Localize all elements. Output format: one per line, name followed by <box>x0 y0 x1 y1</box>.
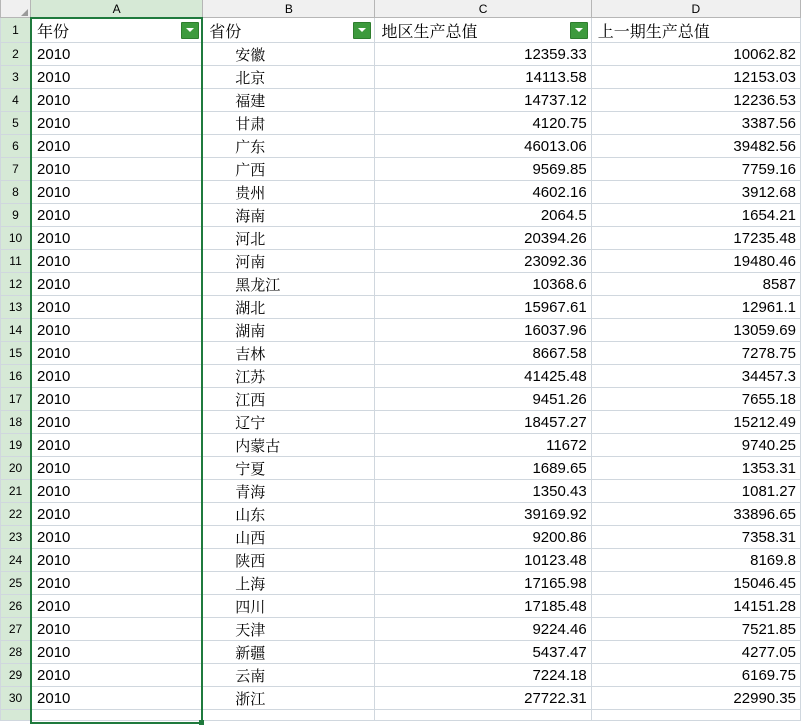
cell-prev-gdp[interactable]: 7278.75 <box>591 342 800 365</box>
cell-gdp[interactable]: 12359.33 <box>375 43 591 66</box>
cell-gdp[interactable]: 8667.58 <box>375 342 591 365</box>
table-row[interactable] <box>1 112 801 135</box>
table-row[interactable] <box>1 618 801 641</box>
row-header-12[interactable]: 12 <box>1 273 31 296</box>
cell-gdp[interactable]: 4120.75 <box>375 112 591 135</box>
cell-province[interactable]: 陕西 <box>203 549 375 572</box>
cell-prev-gdp[interactable]: 8169.8 <box>591 549 800 572</box>
cell-province[interactable]: 辽宁 <box>203 411 375 434</box>
cell-gdp[interactable]: 5437.47 <box>375 641 591 664</box>
cell-gdp[interactable]: 10368.6 <box>375 273 591 296</box>
table-row[interactable] <box>1 641 801 664</box>
row-header-15[interactable]: 15 <box>1 342 31 365</box>
cell-prev-gdp[interactable]: 12961.1 <box>591 296 800 319</box>
column-header-c[interactable]: C <box>375 0 591 18</box>
row-header-19[interactable]: 19 <box>1 434 31 457</box>
cell-year[interactable]: 2010 <box>31 388 203 411</box>
cell-year[interactable]: 2010 <box>31 549 203 572</box>
header-label-prev-gdp: 上一期生产总值 <box>597 23 710 41</box>
cell-year[interactable] <box>31 710 203 721</box>
cell-gdp[interactable]: 4602.16 <box>375 181 591 204</box>
row-header-23[interactable]: 23 <box>1 526 31 549</box>
cell-gdp[interactable]: 9200.86 <box>375 526 591 549</box>
row-header-24[interactable]: 24 <box>1 549 31 572</box>
table-row[interactable] <box>1 503 801 526</box>
cell-prev-gdp[interactable]: 7521.85 <box>591 618 800 641</box>
cell-province[interactable]: 安徽 <box>203 43 375 66</box>
cell-prev-gdp[interactable]: 12153.03 <box>591 66 800 89</box>
cell-year[interactable]: 2010 <box>31 342 203 365</box>
table-row[interactable] <box>1 319 801 342</box>
cell-province[interactable]: 内蒙古 <box>203 434 375 457</box>
table-row[interactable] <box>1 227 801 250</box>
cell-prev-gdp[interactable]: 10062.82 <box>591 43 800 66</box>
header-label-province: 省份 <box>209 23 242 41</box>
cell-year[interactable]: 2010 <box>31 572 203 595</box>
cell-year[interactable]: 2010 <box>31 250 203 273</box>
row-header-11[interactable]: 11 <box>1 250 31 273</box>
cell-province[interactable]: 海南 <box>203 204 375 227</box>
cell-prev-gdp[interactable]: 22990.35 <box>591 687 800 710</box>
cell-province[interactable]: 宁夏 <box>203 457 375 480</box>
cell-year[interactable]: 2010 <box>31 296 203 319</box>
table-row[interactable] <box>1 43 801 66</box>
row-header-22[interactable]: 22 <box>1 503 31 526</box>
cell-year[interactable]: 2010 <box>31 480 203 503</box>
cell-province[interactable]: 北京 <box>203 66 375 89</box>
column-header-b[interactable]: B <box>203 0 375 18</box>
cell-province[interactable]: 天津 <box>203 618 375 641</box>
table-row[interactable] <box>1 89 801 112</box>
cell-prev-gdp[interactable]: 15046.45 <box>591 572 800 595</box>
header-cell-province[interactable] <box>203 18 375 43</box>
cell-gdp[interactable]: 17185.48 <box>375 595 591 618</box>
cell-gdp[interactable]: 46013.06 <box>375 135 591 158</box>
table-row[interactable] <box>1 181 801 204</box>
cell-gdp[interactable]: 14737.12 <box>375 89 591 112</box>
table-row[interactable] <box>1 549 801 572</box>
cell-year[interactable]: 2010 <box>31 526 203 549</box>
cell-gdp[interactable]: 16037.96 <box>375 319 591 342</box>
row-header-25[interactable]: 25 <box>1 572 31 595</box>
table-row[interactable] <box>1 18 801 43</box>
column-header-row[interactable] <box>1 0 801 18</box>
row-header-6[interactable]: 6 <box>1 135 31 158</box>
cell-year[interactable]: 2010 <box>31 687 203 710</box>
cell-gdp[interactable]: 20394.26 <box>375 227 591 250</box>
row-header-8[interactable]: 8 <box>1 181 31 204</box>
cell-year[interactable]: 2010 <box>31 618 203 641</box>
cell-gdp[interactable]: 17165.98 <box>375 572 591 595</box>
cell-gdp[interactable]: 9224.46 <box>375 618 591 641</box>
row-header-30[interactable]: 30 <box>1 687 31 710</box>
cell-province[interactable]: 吉林 <box>203 342 375 365</box>
row-header-17[interactable]: 17 <box>1 388 31 411</box>
table-row-partial[interactable] <box>1 710 801 721</box>
cell-prev-gdp[interactable]: 13059.69 <box>591 319 800 342</box>
cell-prev-gdp[interactable]: 39482.56 <box>591 135 800 158</box>
table-row[interactable] <box>1 250 801 273</box>
table-row[interactable] <box>1 664 801 687</box>
header-cell-prev-gdp[interactable] <box>591 18 800 43</box>
table-row[interactable] <box>1 480 801 503</box>
header-cell-year[interactable] <box>31 18 203 43</box>
row-header-28[interactable]: 28 <box>1 641 31 664</box>
row-header-29[interactable]: 29 <box>1 664 31 687</box>
row-header-7[interactable]: 7 <box>1 158 31 181</box>
cell-prev-gdp[interactable]: 8587 <box>591 273 800 296</box>
column-header-a[interactable]: A <box>31 0 203 18</box>
cell-province[interactable]: 福建 <box>203 89 375 112</box>
cell-year[interactable]: 2010 <box>31 411 203 434</box>
cell-province[interactable]: 湖南 <box>203 319 375 342</box>
cell-year[interactable]: 2010 <box>31 319 203 342</box>
cell-year[interactable]: 2010 <box>31 641 203 664</box>
cell-province[interactable]: 河北 <box>203 227 375 250</box>
table-row[interactable] <box>1 273 801 296</box>
cell-year[interactable]: 2010 <box>31 664 203 687</box>
cell-year[interactable]: 2010 <box>31 43 203 66</box>
cell-province[interactable] <box>203 710 375 721</box>
cell-prev-gdp[interactable]: 14151.28 <box>591 595 800 618</box>
row-header-18[interactable]: 18 <box>1 411 31 434</box>
cell-prev-gdp[interactable]: 7655.18 <box>591 388 800 411</box>
cell-province[interactable]: 广西 <box>203 158 375 181</box>
cell-year[interactable]: 2010 <box>31 204 203 227</box>
row-header-20[interactable]: 20 <box>1 457 31 480</box>
cell-gdp[interactable]: 39169.92 <box>375 503 591 526</box>
table-row[interactable] <box>1 411 801 434</box>
row-header-26[interactable]: 26 <box>1 595 31 618</box>
cell-prev-gdp[interactable] <box>591 710 800 721</box>
cell-prev-gdp[interactable]: 17235.48 <box>591 227 800 250</box>
cell-year[interactable]: 2010 <box>31 457 203 480</box>
cell-gdp[interactable]: 23092.36 <box>375 250 591 273</box>
column-header-d[interactable]: D <box>591 0 800 18</box>
cell-prev-gdp[interactable]: 3387.56 <box>591 112 800 135</box>
cell-prev-gdp[interactable]: 33896.65 <box>591 503 800 526</box>
row-header-10[interactable]: 10 <box>1 227 31 250</box>
cell-province[interactable]: 四川 <box>203 595 375 618</box>
table-row[interactable] <box>1 158 801 181</box>
cell-year[interactable]: 2010 <box>31 112 203 135</box>
table-row[interactable] <box>1 342 801 365</box>
cell-province[interactable]: 河南 <box>203 250 375 273</box>
table-row[interactable] <box>1 687 801 710</box>
cell-province[interactable]: 浙江 <box>203 687 375 710</box>
cell-province[interactable]: 云南 <box>203 664 375 687</box>
cell-year[interactable]: 2010 <box>31 227 203 250</box>
cell-gdp[interactable]: 7224.18 <box>375 664 591 687</box>
cell-gdp[interactable]: 27722.31 <box>375 687 591 710</box>
row-header-16[interactable]: 16 <box>1 365 31 388</box>
cell-year[interactable]: 2010 <box>31 595 203 618</box>
table-row[interactable] <box>1 135 801 158</box>
cell-gdp[interactable]: 2064.5 <box>375 204 591 227</box>
cell-gdp[interactable]: 9451.26 <box>375 388 591 411</box>
cell-year[interactable]: 2010 <box>31 158 203 181</box>
cell-prev-gdp[interactable]: 15212.49 <box>591 411 800 434</box>
cell-province[interactable]: 广东 <box>203 135 375 158</box>
cell-gdp[interactable] <box>375 710 591 721</box>
cell-province[interactable]: 江苏 <box>203 365 375 388</box>
cell-gdp[interactable]: 18457.27 <box>375 411 591 434</box>
row-header-1[interactable]: 1 <box>1 18 31 43</box>
header-label-gdp: 地区生产总值 <box>381 23 478 41</box>
cell-gdp[interactable]: 14113.58 <box>375 66 591 89</box>
cell-year[interactable]: 2010 <box>31 273 203 296</box>
cell-year[interactable]: 2010 <box>31 503 203 526</box>
row-header-9[interactable]: 9 <box>1 204 31 227</box>
row-header-13[interactable]: 13 <box>1 296 31 319</box>
cell-province[interactable]: 湖北 <box>203 296 375 319</box>
row-header-21[interactable]: 21 <box>1 480 31 503</box>
cell-prev-gdp[interactable]: 19480.46 <box>591 250 800 273</box>
cell-province[interactable]: 贵州 <box>203 181 375 204</box>
table-row[interactable] <box>1 204 801 227</box>
cell-prev-gdp[interactable]: 1654.21 <box>591 204 800 227</box>
cell-province[interactable]: 黑龙江 <box>203 273 375 296</box>
cell-prev-gdp[interactable]: 1081.27 <box>591 480 800 503</box>
cell-gdp[interactable]: 9569.85 <box>375 158 591 181</box>
cell-prev-gdp[interactable]: 3912.68 <box>591 181 800 204</box>
table-row[interactable] <box>1 388 801 411</box>
cell-province[interactable]: 山西 <box>203 526 375 549</box>
table-row[interactable] <box>1 457 801 480</box>
table-row[interactable] <box>1 66 801 89</box>
cell-province[interactable]: 上海 <box>203 572 375 595</box>
cell-province[interactable]: 新疆 <box>203 641 375 664</box>
cell-year[interactable]: 2010 <box>31 66 203 89</box>
cell-prev-gdp[interactable]: 6169.75 <box>591 664 800 687</box>
cell-prev-gdp[interactable]: 7358.31 <box>591 526 800 549</box>
cell-province[interactable]: 青海 <box>203 480 375 503</box>
cell-prev-gdp[interactable]: 12236.53 <box>591 89 800 112</box>
row-header-3[interactable]: 3 <box>1 66 31 89</box>
cell-gdp[interactable]: 1350.43 <box>375 480 591 503</box>
row-header-27[interactable]: 27 <box>1 618 31 641</box>
header-cell-gdp[interactable] <box>375 18 591 43</box>
cell-prev-gdp[interactable]: 34457.3 <box>591 365 800 388</box>
cell-prev-gdp[interactable]: 4277.05 <box>591 641 800 664</box>
cell-province[interactable]: 甘肃 <box>203 112 375 135</box>
row-header-5[interactable]: 5 <box>1 112 31 135</box>
cell-gdp[interactable]: 41425.48 <box>375 365 591 388</box>
cell-year[interactable]: 2010 <box>31 365 203 388</box>
select-all-corner[interactable] <box>1 0 31 18</box>
cell-gdp[interactable]: 1689.65 <box>375 457 591 480</box>
cell-province[interactable]: 江西 <box>203 388 375 411</box>
cell-gdp[interactable]: 10123.48 <box>375 549 591 572</box>
row-header-2[interactable]: 2 <box>1 43 31 66</box>
table-row[interactable] <box>1 434 801 457</box>
table-row[interactable] <box>1 296 801 319</box>
cell-year[interactable]: 2010 <box>31 434 203 457</box>
table-row[interactable] <box>1 595 801 618</box>
table-row[interactable] <box>1 365 801 388</box>
select-all-triangle-icon <box>21 9 28 16</box>
cell-prev-gdp[interactable]: 1353.31 <box>591 457 800 480</box>
filter-dropdown-icon-a[interactable] <box>181 22 199 39</box>
header-label-year: 年份 <box>37 23 70 41</box>
filter-dropdown-icon-c[interactable] <box>570 22 588 39</box>
cell-prev-gdp[interactable]: 7759.16 <box>591 158 800 181</box>
cell-province[interactable]: 山东 <box>203 503 375 526</box>
cell-year[interactable]: 2010 <box>31 135 203 158</box>
table-row[interactable] <box>1 526 801 549</box>
cell-year[interactable]: 2010 <box>31 181 203 204</box>
row-header-4[interactable]: 4 <box>1 89 31 112</box>
cell-gdp[interactable]: 11672 <box>375 434 591 457</box>
row-header-14[interactable]: 14 <box>1 319 31 342</box>
filter-dropdown-icon-b[interactable] <box>353 22 371 39</box>
row-header-31[interactable] <box>1 710 31 721</box>
table-row[interactable] <box>1 572 801 595</box>
cell-prev-gdp[interactable]: 9740.25 <box>591 434 800 457</box>
cell-gdp[interactable]: 15967.61 <box>375 296 591 319</box>
cell-year[interactable]: 2010 <box>31 89 203 112</box>
